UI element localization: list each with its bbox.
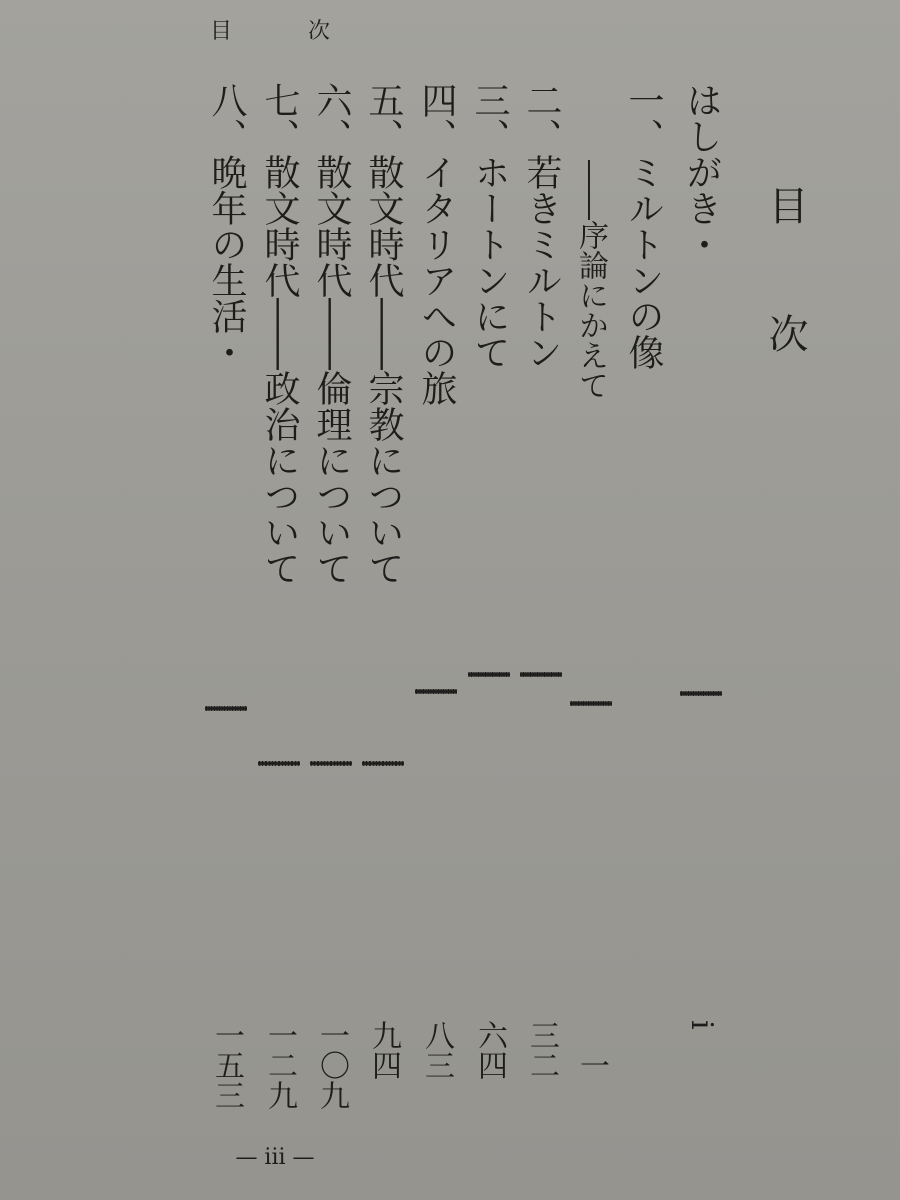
toc-entry-label: 七、散文時代――政治について	[259, 82, 300, 586]
leader-dot	[477, 672, 479, 677]
toc-entry	[258, 82, 300, 1022]
leader-dot	[415, 689, 417, 694]
toc-entry-label: 四、イタリアへの旅	[416, 82, 457, 406]
leader-dot	[218, 706, 221, 711]
leader-dot	[529, 672, 531, 677]
toc-entry	[415, 82, 457, 1022]
leader-dot	[570, 701, 572, 706]
toc-entry	[310, 82, 352, 1022]
leader-dot	[587, 701, 589, 706]
leader-dot	[600, 701, 602, 706]
leader-dot	[557, 672, 559, 677]
leader-dot	[349, 761, 352, 766]
leader-dot	[702, 691, 704, 696]
leader-dot	[692, 691, 694, 696]
toc-entry-page: 九四	[366, 1020, 401, 1080]
leader-dot	[368, 761, 371, 766]
leader-dot	[539, 672, 541, 677]
leader-dots	[680, 382, 722, 1005]
leader-dot	[268, 761, 271, 766]
leader-dot	[710, 691, 712, 696]
leader-dots	[205, 412, 247, 1005]
leader-dot	[333, 761, 336, 766]
page-title: 目次	[762, 185, 808, 441]
leader-dots	[258, 522, 300, 1005]
running-head-left: 目	[210, 19, 233, 44]
leader-dot	[290, 761, 293, 766]
leader-dot	[450, 689, 452, 694]
leader-dots	[520, 344, 562, 1005]
leader-dot	[550, 672, 552, 677]
leader-dot	[440, 689, 442, 694]
toc-entry-page: 一	[574, 1050, 609, 1080]
page-footer-number: — iii —	[235, 1145, 315, 1170]
leader-dot	[602, 701, 604, 706]
toc-entry-label: 二、若きミルトン	[521, 82, 562, 370]
leader-dot	[432, 689, 434, 694]
leader-dot	[508, 672, 510, 677]
leader-dots	[362, 522, 404, 1005]
leader-dot	[329, 761, 332, 766]
leader-dot	[320, 761, 323, 766]
leader-dots	[468, 344, 510, 1005]
leader-dot	[494, 672, 496, 677]
leader-dot	[427, 689, 429, 694]
leader-dot	[473, 672, 475, 677]
leader-dot	[452, 689, 454, 694]
leader-dot	[316, 761, 319, 766]
leader-dot	[239, 706, 242, 711]
leader-dot	[480, 672, 482, 677]
toc-entry	[205, 82, 247, 1022]
leader-dot	[505, 672, 507, 677]
leader-dot	[422, 689, 424, 694]
leader-dot	[394, 761, 397, 766]
leader-dot	[573, 701, 575, 706]
leader-dot	[680, 691, 682, 696]
leader-dot	[487, 672, 489, 677]
leader-dot	[501, 672, 503, 677]
leader-dot	[388, 761, 391, 766]
leader-dot	[470, 672, 472, 677]
leader-dot	[342, 761, 345, 766]
leader-dot	[720, 691, 722, 696]
toc-entry	[520, 82, 562, 1022]
leader-dot	[522, 672, 524, 677]
leader-dot	[385, 761, 388, 766]
toc-entry	[680, 82, 722, 1022]
leader-dot	[553, 672, 555, 677]
leader-dot	[418, 689, 420, 694]
toc-entry-leader	[570, 82, 612, 1022]
leader-dots	[415, 377, 457, 1005]
leader-dot	[244, 706, 247, 711]
leader-dot	[435, 689, 437, 694]
toc-entry-page: 一〇九	[314, 1020, 349, 1110]
toc-entry-page: i	[684, 1020, 719, 1030]
toc-entry	[362, 82, 404, 1022]
leader-dot	[231, 706, 234, 711]
leader-dot	[372, 761, 375, 766]
toc-entry-label: 八、晩年の生活・	[206, 82, 247, 370]
toc-entry-page: 一五三	[209, 1020, 244, 1110]
leader-dot	[213, 706, 216, 711]
leader-dot	[442, 689, 444, 694]
leader-dot	[401, 761, 404, 766]
leader-dot	[455, 689, 457, 694]
toc-entry-label: 五、散文時代――宗教について	[363, 82, 404, 586]
leader-dot	[447, 689, 449, 694]
leader-dot	[683, 691, 685, 696]
leader-dot	[582, 701, 584, 706]
leader-dot	[543, 672, 545, 677]
leader-dot	[697, 691, 699, 696]
leader-dot	[346, 761, 349, 766]
leader-dot	[205, 706, 208, 711]
leader-dot	[281, 761, 284, 766]
leader-dot	[536, 672, 538, 677]
toc-entry	[622, 82, 664, 1022]
toc-entry-page: 三二	[524, 1020, 559, 1080]
leader-dot	[491, 672, 493, 677]
leader-dot	[336, 761, 339, 766]
leader-dot	[687, 691, 689, 696]
leader-dot	[592, 701, 594, 706]
leader-dot	[210, 706, 213, 711]
leader-dot	[546, 672, 548, 677]
toc-entry-page: 六四	[472, 1020, 507, 1080]
leader-dot	[223, 706, 226, 711]
leader-dot	[264, 761, 267, 766]
leader-dot	[294, 761, 297, 766]
toc-entry-label: 三、ホートンにて	[469, 82, 510, 370]
leader-dots	[310, 522, 352, 1005]
leader-dot	[484, 672, 486, 677]
toc-entry-page: 一二九	[262, 1020, 297, 1110]
leader-dot	[577, 701, 579, 706]
toc-entry-label: 六、散文時代――倫理について	[311, 82, 352, 586]
leader-dot	[532, 672, 534, 677]
toc-entry	[468, 82, 510, 1022]
leader-dot	[707, 691, 709, 696]
leader-dot	[216, 706, 219, 711]
leader-dot	[712, 691, 714, 696]
leader-dot	[525, 672, 527, 677]
leader-dot	[381, 761, 384, 766]
leader-dot	[607, 701, 609, 706]
leader-dot	[597, 701, 599, 706]
leader-dot	[234, 706, 237, 711]
leader-dot	[226, 706, 229, 711]
leader-dot	[237, 706, 240, 711]
leader-dot	[398, 761, 401, 766]
leader-dot	[297, 761, 300, 766]
running-head-right: 次	[307, 19, 330, 44]
leader-dot	[445, 689, 447, 694]
leader-dot	[610, 701, 612, 706]
toc-entry-label: はしがき・	[681, 82, 722, 262]
leader-dot	[605, 701, 607, 706]
running-head	[210, 14, 330, 44]
toc-entry-page: 八三	[419, 1020, 454, 1080]
leader-dot	[560, 672, 562, 677]
toc-subtitle-label: ――序論にかえて	[573, 160, 608, 400]
leader-dot	[277, 761, 280, 766]
leader-dots	[570, 402, 612, 1005]
leader-dot	[717, 691, 719, 696]
leader-dot	[715, 691, 717, 696]
leader-dot	[284, 761, 287, 766]
leader-dot	[498, 672, 500, 677]
leader-dot	[437, 689, 439, 694]
toc-entry-label: 一、ミルトンの像	[623, 82, 664, 370]
